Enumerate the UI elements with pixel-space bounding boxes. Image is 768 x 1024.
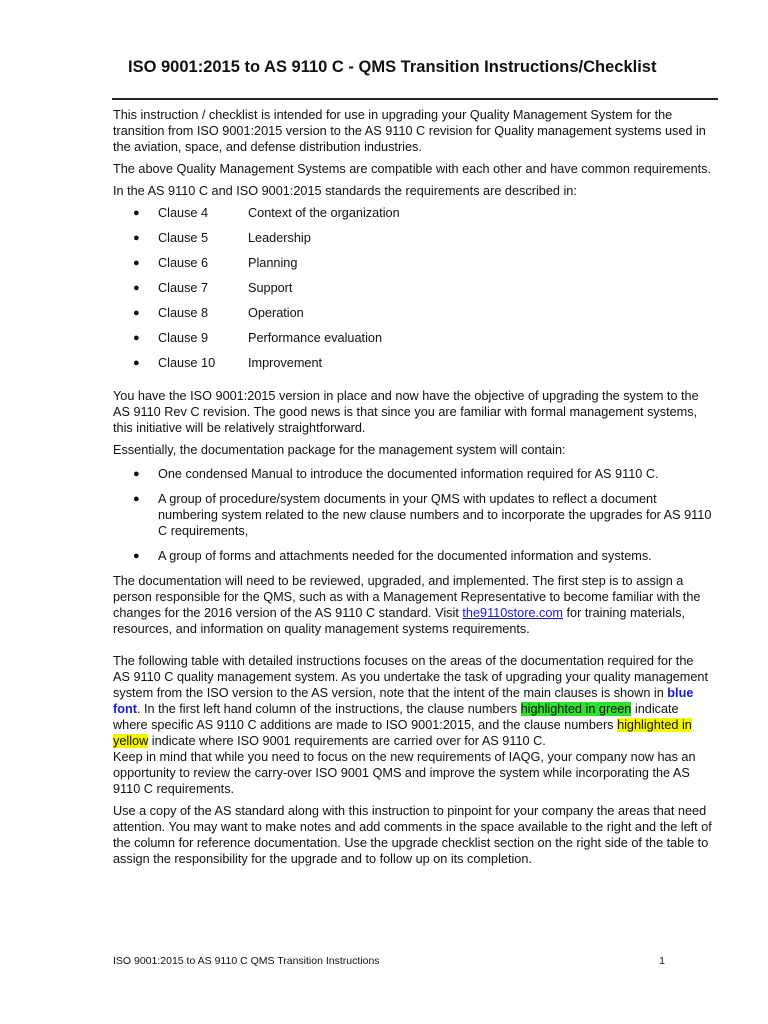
bullet-icon: ● [133,493,140,505]
bullet-icon: ● [133,468,140,480]
blue-font-label: blue font [113,686,694,716]
objective-paragraph: You have the ISO 9001:2015 version in place and now have the objective of upgrading the system to the AS 9110 Rev C revision. The good news is that since you are familiar with formal management systems, this initiative will be relatively straightforward. [113,389,699,435]
paragraph-spacer [113,643,713,653]
document-body [113,107,713,873]
title-divider [112,98,718,100]
table-paragraph [113,653,713,749]
bullet-icon: ● [133,357,140,369]
bullet-icon: ● [133,232,140,244]
clause-name: Operation [248,306,304,320]
intro-paragraph-3: In the AS 9110 C and ISO 9001:2015 standards the requirements are described in: [113,184,577,198]
clause-number: Clause 5 [158,231,209,245]
yellow-highlight-label: highlighted in yellow [113,718,692,748]
bullet-icon: ● [133,257,140,269]
keep-in-mind-paragraph: Keep in mind that while you need to focus on the new requirements of IAQG, your company now has an opportunity to review the carry-over ISO 9001 QMS and improve the system while incorporating the AS 9110 C requirements. [113,750,696,796]
clause-number: Clause 9 [158,331,209,345]
clause-item [113,230,713,255]
table-text-4: indicate where ISO 9001 requirements are carried over for AS 9110 C. [148,734,546,748]
clause-number: Clause 6 [158,256,209,270]
clause-name: Leadership [248,231,311,245]
clause-list [113,205,713,380]
clause-item [113,330,713,355]
clause-name: Performance evaluation [248,331,382,345]
use-copy-paragraph: Use a copy of the AS standard along with this instruction to pinpoint for your company the areas that need attention. You may want to make notes and add comments in the space available to the right and the left of the column for reference documentation. Use the upgrade checklist section on the right side of the table to assign the responsibility for the upgrade and to follow up on its completion. [113,804,712,866]
table-text-3: indicate where specific AS 9110 C additions are made to ISO 9001:2015, and the clause numbers [113,702,679,732]
footer-text: ISO 9001:2015 to AS 9110 C QMS Transition Instructions [113,955,380,967]
review-text: The documentation will need to be reviewed, upgraded, and implemented. The first step is to assign a person responsible for the QMS, such as with a Management Representative to become familiar with the changes for the 2016 version of the AS 9110 C standard. Visit [113,574,701,620]
review-text-end: for training materials, resources, and information on quality management systems requirements. [113,606,685,636]
clause-name: Support [248,281,293,295]
intro-paragraph-2: The above Quality Management Systems are compatible with each other and have common requirements. [113,162,712,176]
package-item [113,491,713,539]
bullet-icon: ● [133,282,140,294]
package-list [113,466,713,564]
clause-name: Context of the organization [248,206,400,220]
package-intro-paragraph: Essentially, the documentation package for the management system will contain: [113,443,566,457]
package-item [113,548,713,564]
clause-item [113,205,713,230]
intro-paragraph-1: This instruction / checklist is intended for use in upgrading your Quality Management System for the transition from ISO 9001:2015 version to the AS 9110 C revision for Quality management systems used in the aviation, space, and defense distribution industries. [113,108,706,154]
review-paragraph [113,573,713,637]
clause-number: Clause 8 [158,306,209,320]
bullet-icon: ● [133,307,140,319]
clause-name: Planning [248,256,298,270]
bullet-icon: ● [133,332,140,344]
green-highlight-label: highlighted in green [520,702,632,716]
clause-item [113,305,713,330]
document-title: ISO 9001:2015 to AS 9110 C - QMS Transition Instructions/Checklist [128,58,657,76]
page-footer [113,955,665,967]
table-text-1: The following table with detailed instructions focuses on the areas of the documentation required for the AS 9110 C quality management system. As you undertake the task of upgrading your quality management system from the ISO version to the AS version, note that the intent of the main clauses is shown in [113,654,709,700]
clause-item [113,280,713,305]
clause-item [113,355,713,380]
bullet-icon: ● [133,550,140,562]
package-item-text: One condensed Manual to introduce the documented information required for AS 9110 C. [158,467,659,481]
package-item-text: A group of procedure/system documents in your QMS with updates to reflect a document numbering system related to the new clause numbers and to incorporate the upgrades for AS 9110 C requirements, [158,492,712,538]
bullet-icon: ● [133,207,140,219]
package-item-text: A group of forms and attachments needed for the documented information and systems. [158,549,652,563]
page-number: 1 [659,955,665,967]
clause-number: Clause 10 [158,356,216,370]
package-item [113,466,713,482]
clause-item [113,255,713,280]
clause-number: Clause 4 [158,206,209,220]
clause-name: Improvement [248,356,323,370]
store-link[interactable]: the9110store.com [462,606,563,620]
clause-number: Clause 7 [158,281,209,295]
table-text-2: . In the first left hand column of the instructions, the clause numbers [136,702,521,716]
